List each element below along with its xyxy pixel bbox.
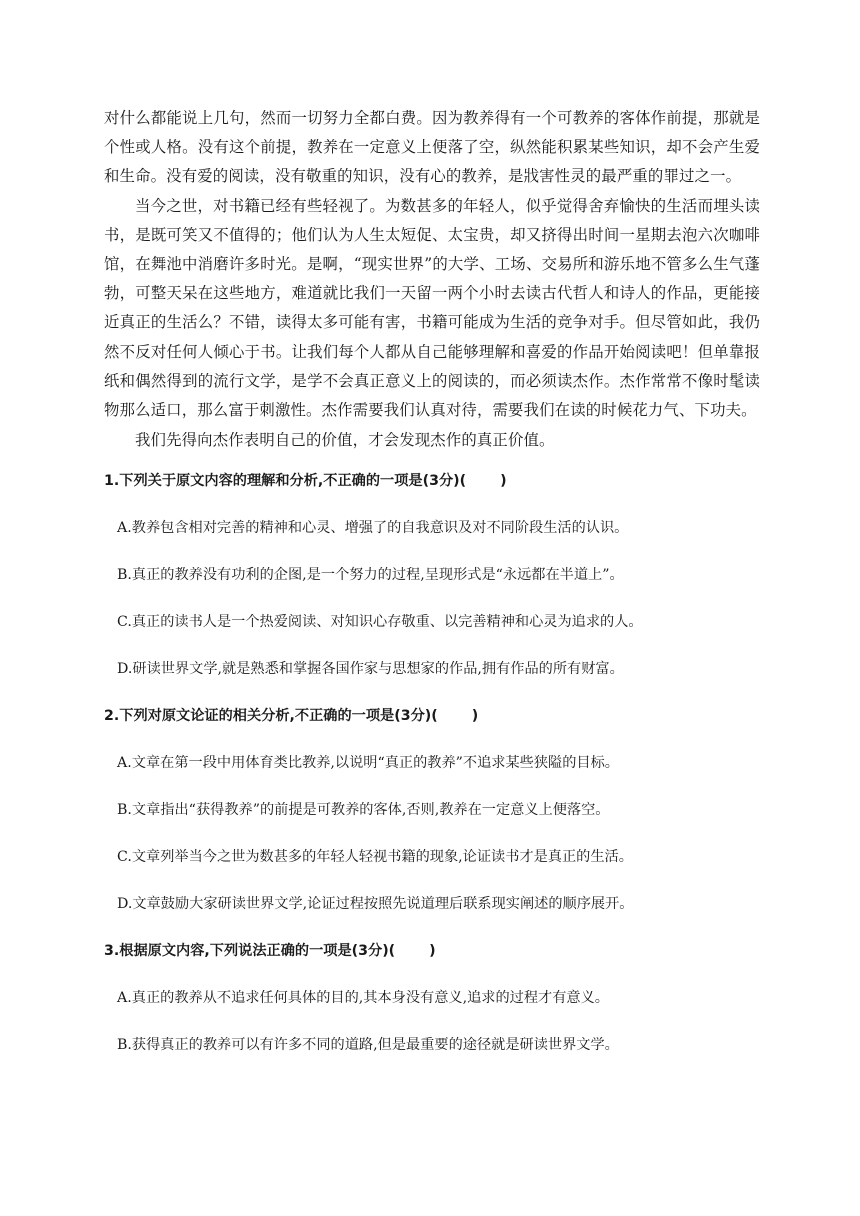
passage-paragraph: 对什么都能说上几句，然而一切努力全都白费。因为教养得有一个可教养的客体作前提，那就是个性或人格。没有这个前提，教养在一定意义上便落了空，纵然能积累某些知识，却不会产生爱和生命。没有爱的阅读，没有敬重的知识，没有心的教养，是戕害性灵的最严重的罪过之一。 [104,109,760,186]
option-c: C.文章列举当今之世为数甚多的年轻人轻视书籍的现象,论证读书才是真正的生活。 [117,849,633,866]
passage-paragraph: 我们先得向杰作表明自己的价值，才会发现杰作的真正价值。 [135,431,555,450]
option-c: C.真正的读书人是一个热爱阅读、对知识心存敬重、以完善精神和心灵为追求的人。 [117,614,643,631]
question-1 [104,471,760,679]
question-2 [104,706,760,914]
option-b: B.真正的教养没有功利的企图,是一个努力的过程,呈现形式是“永远都在半道上”。 [117,567,624,584]
option-d: D.文章鼓励大家研读世界文学,论证过程按照先说道理后联系现实阐述的顺序展开。 [117,896,634,913]
question-stem: 2.下列对原文论证的相关分析,不正确的一项是(3分)( ) [104,708,479,725]
question-stem: 1.下列关于原文内容的理解和分析,不正确的一项是(3分)( ) [104,473,507,490]
option-b: B.文章指出“获得教养”的前提是可教养的客体,否则,教养在一定意义上便落空。 [117,802,610,819]
question-stem: 3.根据原文内容,下列说法正确的一项是(3分)( ) [104,943,436,960]
option-a: A.文章在第一段中用体育类比教养,以说明“真正的教养”不追求某些狭隘的目标。 [117,755,619,772]
reading-passage [104,104,760,455]
option-b: B.获得真正的教养可以有许多不同的道路,但是最重要的途径就是研读世界文学。 [117,1037,619,1054]
passage-paragraph: 当今之世，对书籍已经有些轻视了。为数甚多的年轻人，似乎觉得舍弃愉快的生活而埋头读书，是既可笑又不值得的；他们认为人生太短促、太宝贵，却又挤得出时间一星期去泡六次咖啡馆，在舞池中消磨许多时光。是啊，“现实世界”的大学、工场、交易所和游乐地不管多么生气蓬勃，可整天呆在这些地方，难道就比我们一天留一两个小时去读古代哲人和诗人的作品，更能接近真正的生活么？不错，读得太多可能有害，书籍可能成为生活的竞争对手。但尽管如此，我仍然不反对任何人倾心于书。让我们每个人都从自己能够理解和喜爱的作品开始阅读吧！但单靠报纸和偶然得到的流行文学，是学不会真正意义上的阅读的，而必须读杰作。杰作常常不像时髦读物那么适口，那么富于刺激性。杰作需要我们认真对待，需要我们在读的时候花力气、下功夫。 [104,196,760,420]
option-a: A.真正的教养从不追求任何具体的目的,其本身没有意义,追求的过程才有意义。 [117,990,609,1007]
question-3 [104,941,760,1055]
option-a: A.教养包含相对完善的精神和心灵、增强了的自我意识及对不同阶段生活的认识。 [117,520,629,537]
option-d: D.研读世界文学,就是熟悉和掌握各国作家与思想家的作品,拥有作品的所有财富。 [117,661,624,678]
document-page [104,104,760,1055]
